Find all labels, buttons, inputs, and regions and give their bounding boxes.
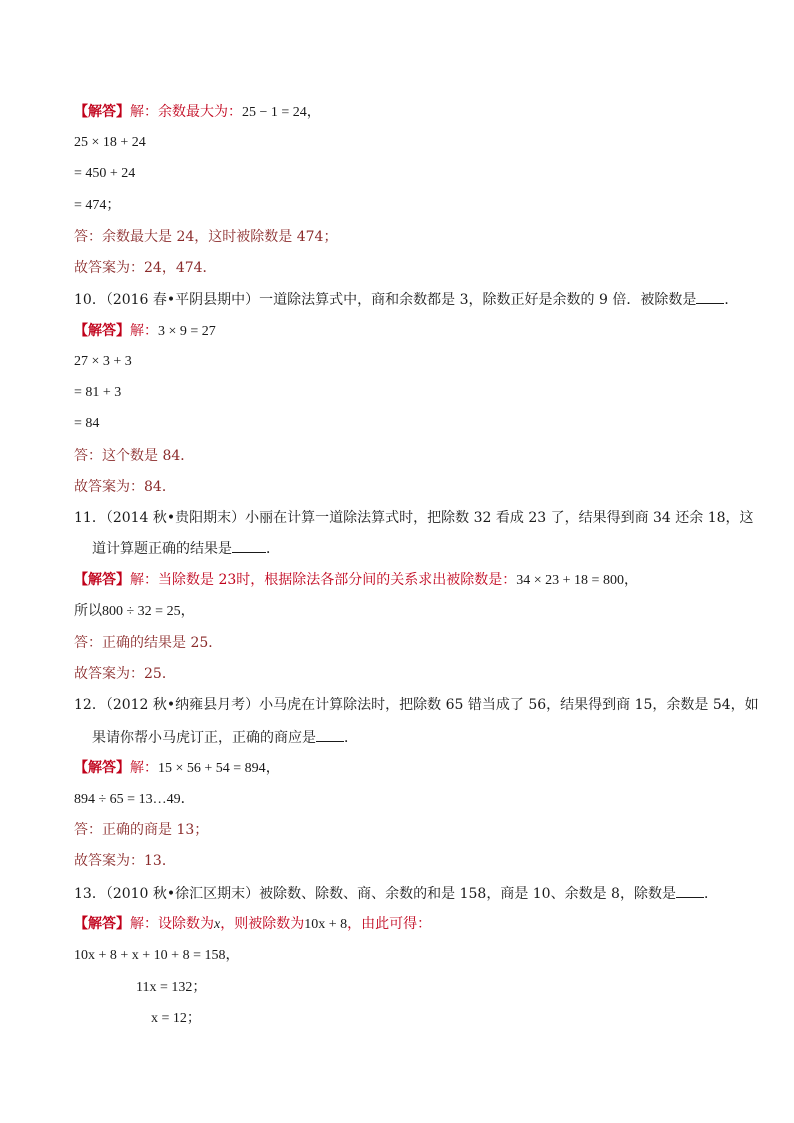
q9-step-1: 25 × 18 + 24 — [74, 135, 146, 150]
answer-blank — [696, 289, 724, 304]
answer-blank — [676, 883, 704, 898]
q10-question: 10．（2016 春•平阴县期中）一道除法算式中，商和余数都是 3，除数正好是余数的 9 倍．被除数是 ． — [74, 289, 738, 310]
q9-step-3: = 474； — [74, 197, 121, 213]
q9-answer: 答：余数最大是 24，这时被除数是 474； — [74, 229, 338, 245]
q10-step-3: = 84 — [74, 416, 100, 431]
q12-final-answer: 故答案为：13． — [74, 853, 176, 869]
q9-solution: 【解答】解：余数最大为：25 − 1 = 24， — [74, 104, 321, 120]
q12-question: 12．（2012 秋•纳雍县月考）小马虎在计算除法时，把除数 65 错当成了 56，结果得到商 15，余数是 54，如 — [74, 697, 759, 713]
answer-tag: 【解答】 — [74, 760, 130, 776]
q11-solution: 【解答】解：当除数是 23时，根据除法各部分间的关系求出被除数是：34 × 23 + 18 = 800， — [74, 572, 638, 588]
q9-step-2: = 450 + 24 — [74, 166, 136, 181]
q11-step-1: 所以800 ÷ 32 = 25， — [74, 603, 195, 619]
answer-blank — [232, 538, 266, 553]
answer-tag: 【解答】 — [74, 104, 130, 120]
q12-answer: 答：正确的商是 13； — [74, 822, 209, 838]
q12-question-cont: 果请你帮小马虎订正，正确的商应是 ． — [92, 727, 358, 748]
answer-tag: 【解答】 — [74, 572, 130, 588]
q13-solution: 【解答】解：设除数为x，则被除数为10x + 8，由此可得： — [74, 916, 432, 932]
q10-step-2: = 81 + 3 — [74, 385, 122, 400]
q13-equation-2: 11x = 132； — [136, 979, 207, 995]
q11-final-answer: 故答案为：25． — [74, 666, 176, 682]
q10-answer: 答：这个数是 84． — [74, 448, 195, 464]
q10-step-1: 27 × 3 + 3 — [74, 354, 132, 369]
answer-tag: 【解答】 — [74, 323, 130, 339]
q11-answer: 答：正确的结果是 25． — [74, 635, 223, 651]
q12-solution: 【解答】解：15 × 56 + 54 = 894， — [74, 760, 280, 776]
math-expression: 25 − 1 = 24 — [242, 105, 307, 120]
q13-question: 13．（2010 秋•徐汇区期末）被除数、除数、商、余数的和是 158，商是 10、余数是 8，除数是 ． — [74, 883, 718, 904]
q13-equation-1: 10x + 8 + x + 10 + 8 = 158， — [74, 947, 240, 963]
q11-question: 11．（2014 秋•贵阳期末）小丽在计算一道除法算式时，把除数 32 看成 23 了，结果得到商 34 还余 18，这 — [74, 510, 754, 526]
q11-question-cont: 道计算题正确的结果是 ． — [92, 538, 280, 559]
q13-equation-3: x = 12； — [151, 1010, 201, 1026]
q10-solution: 【解答】解：3 × 9 = 27 — [74, 323, 216, 339]
q9-final-answer: 故答案为：24，474． — [74, 260, 217, 276]
answer-blank — [316, 727, 344, 742]
q12-step-1: 894 ÷ 65 = 13…49． — [74, 791, 195, 807]
q10-final-answer: 故答案为：84． — [74, 479, 176, 495]
answer-tag: 【解答】 — [74, 916, 130, 932]
solution-label: 解： — [130, 104, 158, 120]
